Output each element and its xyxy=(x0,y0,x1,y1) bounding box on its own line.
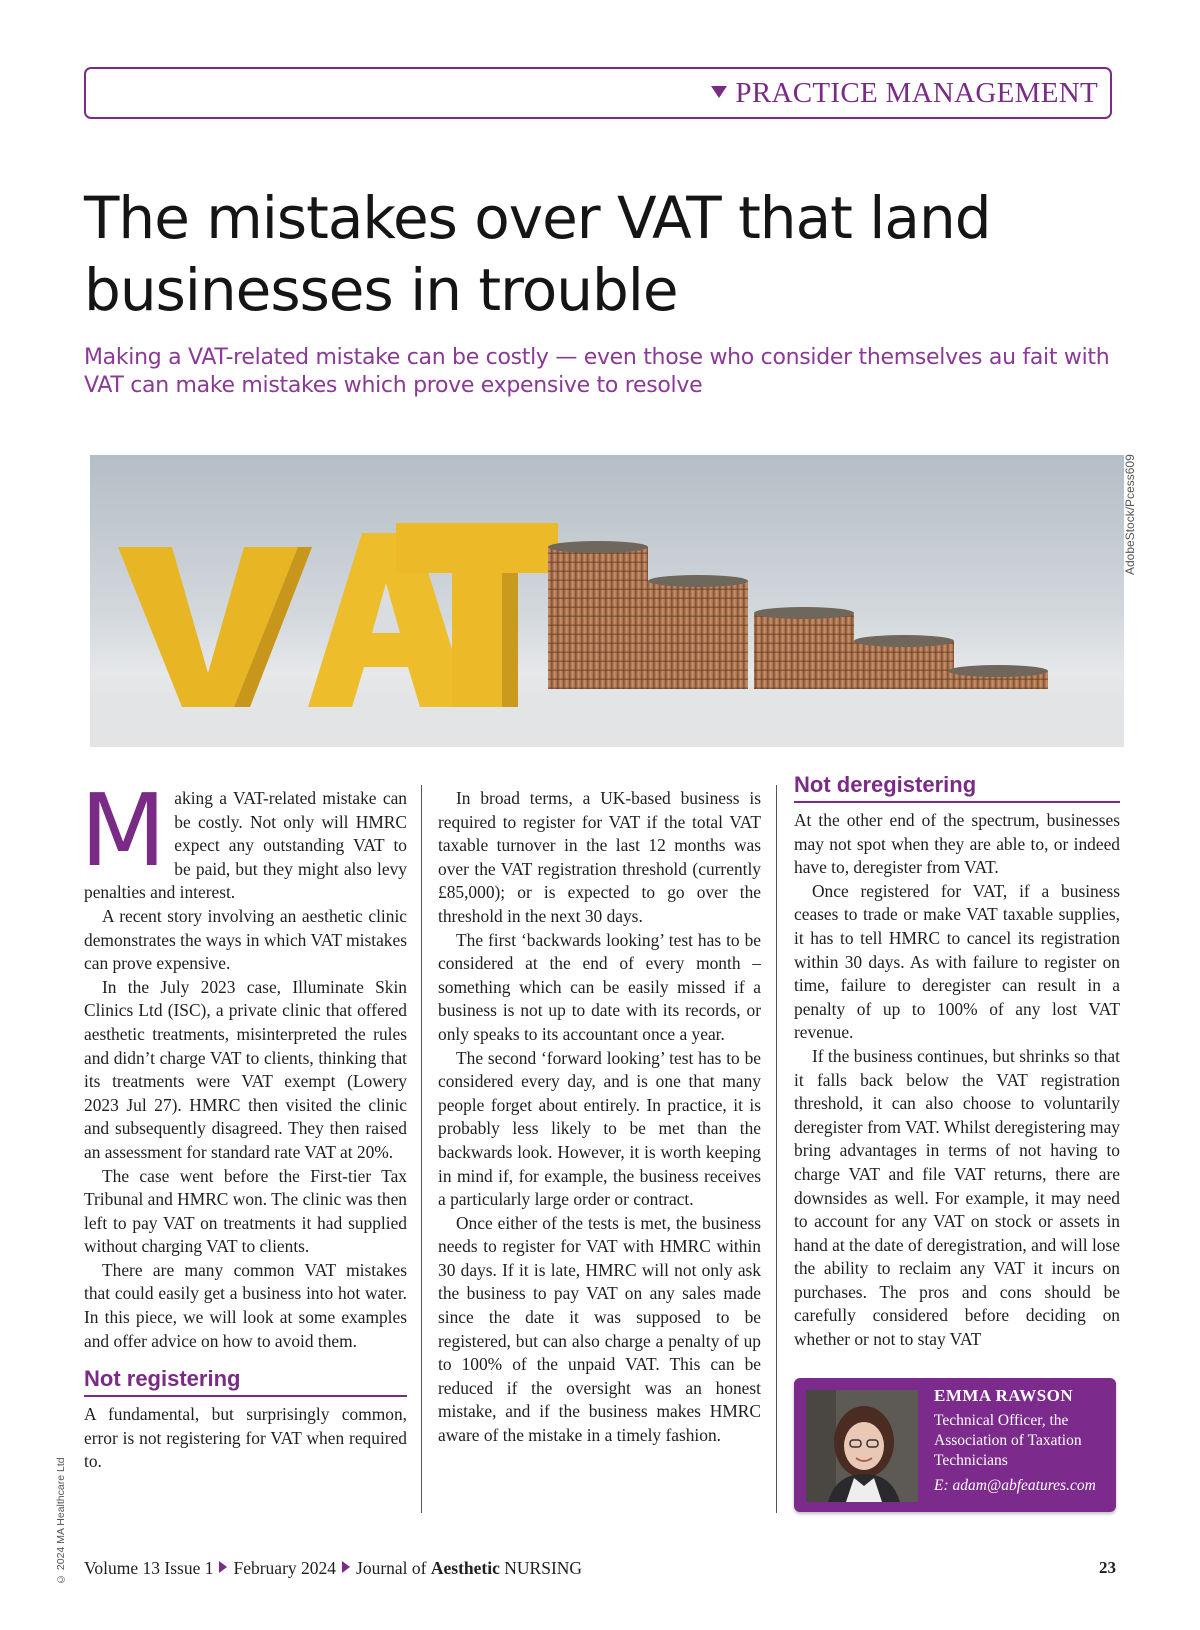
author-portrait xyxy=(806,1390,918,1502)
paragraph: At the other end of the spectrum, businesses may not spot when they are able to, or indeed have to, deregister from VAT. xyxy=(794,810,1120,878)
article-column-2 xyxy=(438,787,761,1448)
section-label xyxy=(711,77,1098,110)
triangle-right-icon xyxy=(342,1561,350,1573)
author-photo xyxy=(806,1390,918,1502)
page-footer xyxy=(84,1558,582,1579)
journal-suffix: NURSING xyxy=(499,1558,583,1578)
paragraph-text: aking a VAT-related mistake can be costly. Not only will HMRC expect any outstanding VAT to be paid, but they might also levy penalties and interest. xyxy=(84,788,407,903)
footer-date: February 2024 xyxy=(233,1558,337,1578)
subheading: Not deregistering xyxy=(794,771,1120,803)
author-email: E: adam@abfeatures.com xyxy=(934,1477,1096,1494)
paragraph: The case went before the First-tier Tax Tribunal and HMRC won. The clinic was then left to pay VAT on treatments it had supplied without charging VAT to clients. xyxy=(84,1165,407,1257)
footer-volume: Volume 13 Issue 1 xyxy=(84,1558,214,1578)
triangle-right-icon xyxy=(219,1561,227,1573)
paragraph: A recent story involving an aesthetic clinic demonstrates the ways in which VAT mistakes can prove expensive. xyxy=(84,905,407,974)
column-divider xyxy=(776,785,777,1513)
hero-image xyxy=(90,455,1124,747)
paragraph: Once registered for VAT, if a business ceases to trade or make VAT taxable supplies, it has to tell HMRC to cancel its registration within 30 days. As with failure to register on time, failure to deregister can result in a penalty of up to 100% of any lost VAT revenue. xyxy=(794,880,1120,1043)
journal-prefix: Journal of xyxy=(356,1558,431,1578)
copyright-notice: © 2024 MA Healthcare Ltd xyxy=(55,1457,67,1585)
author-name: EMMA RAWSON xyxy=(934,1386,1074,1405)
paragraph xyxy=(80,772,407,905)
author-box xyxy=(794,1378,1116,1512)
article-column-1 xyxy=(80,772,407,1474)
triangle-down-icon xyxy=(711,86,727,98)
paragraph: Once either of the tests is met, the business needs to register for VAT with HMRC within 30 days. If it is late, HMRC will not only ask the business to pay VAT on any sales made since the date it was supposed to be registered, but can also charge a penalty of up to 100% of the unpaid VAT. This can be reduced if the oversight was an honest mistake, and if the business makes HMRC aware of the mistake in a timely fashion. xyxy=(438,1212,761,1446)
paragraph: A fundamental, but surprisingly common, error is not registering for VAT when required to. xyxy=(84,1404,407,1472)
article-title: The mistakes over VAT that land businesses in trouble xyxy=(84,184,991,324)
paragraph: The first ‘backwards looking’ test has to be considered at the end of every month – something which can be easily missed if a business is not up to date with its records, or only speaks to its accountant once a year. xyxy=(438,929,761,1044)
drop-cap: M xyxy=(80,772,167,889)
vat-coins-illustration xyxy=(90,455,1124,747)
subheading: Not registering xyxy=(84,1365,407,1397)
paragraph: There are many common VAT mistakes that could easily get a business into hot water. In this piece, we will look at some examples and offer advice on how to avoid them. xyxy=(84,1259,407,1351)
author-role: Technical Officer, the Association of Taxation Technicians xyxy=(934,1412,1082,1469)
column-divider xyxy=(421,785,422,1513)
article-column-3 xyxy=(794,772,1120,1352)
section-header-box xyxy=(84,67,1112,119)
paragraph: If the business continues, but shrinks so that it falls back below the VAT registration threshold, it can also choose to voluntarily deregister from VAT. Whilst deregistering may bring advantages in terms of not having to charge VAT and file VAT returns, there are downsides as well. For example, it may need to account for any VAT on stock or assets in hand at the date of deregistration, and will lose the ability to reclaim any VAT it incurs on purchases. The pros and cons should be carefully considered before deciding on whether or not to stay VAT xyxy=(794,1045,1120,1350)
page-number: 23 xyxy=(1099,1558,1116,1577)
section-label-text: PRACTICE MANAGEMENT xyxy=(735,77,1098,109)
paragraph: In the July 2023 case, Illuminate Skin Clinics Ltd (ISC), a private clinic that offered aesthetic treatments, misinterpreted the rules and didn’t charge VAT to clients, thinking that its treatments were VAT exempt (Lowery 2023 Jul 27). HMRC then visited the clinic and subsequently disagreed. They then raised an assessment for standard rate VAT at 20%. xyxy=(84,976,407,1162)
paragraph: In broad terms, a UK-based business is required to register for VAT if the total VAT taxable turnover in the last 12 months was over the VAT registration threshold (currently £85,000); or is expected to go over the threshold in the next 30 days. xyxy=(438,788,761,926)
image-credit: AdobeStock/Pcess609 xyxy=(1123,454,1137,575)
article-standfirst: Making a VAT-related mistake can be costly — even those who consider themselves au fait with VAT can make mistakes which prove expensive to resolve xyxy=(84,345,1110,398)
paragraph: The second ‘forward looking’ test has to be considered every day, and is one that many people forget about entirely. In practice, it is probably less likely to be met than the backwards look. However, it is worth keeping in mind if, for example, the business receives a particularly large order or contract. xyxy=(438,1047,761,1210)
journal-bold: Aesthetic xyxy=(430,1558,500,1578)
